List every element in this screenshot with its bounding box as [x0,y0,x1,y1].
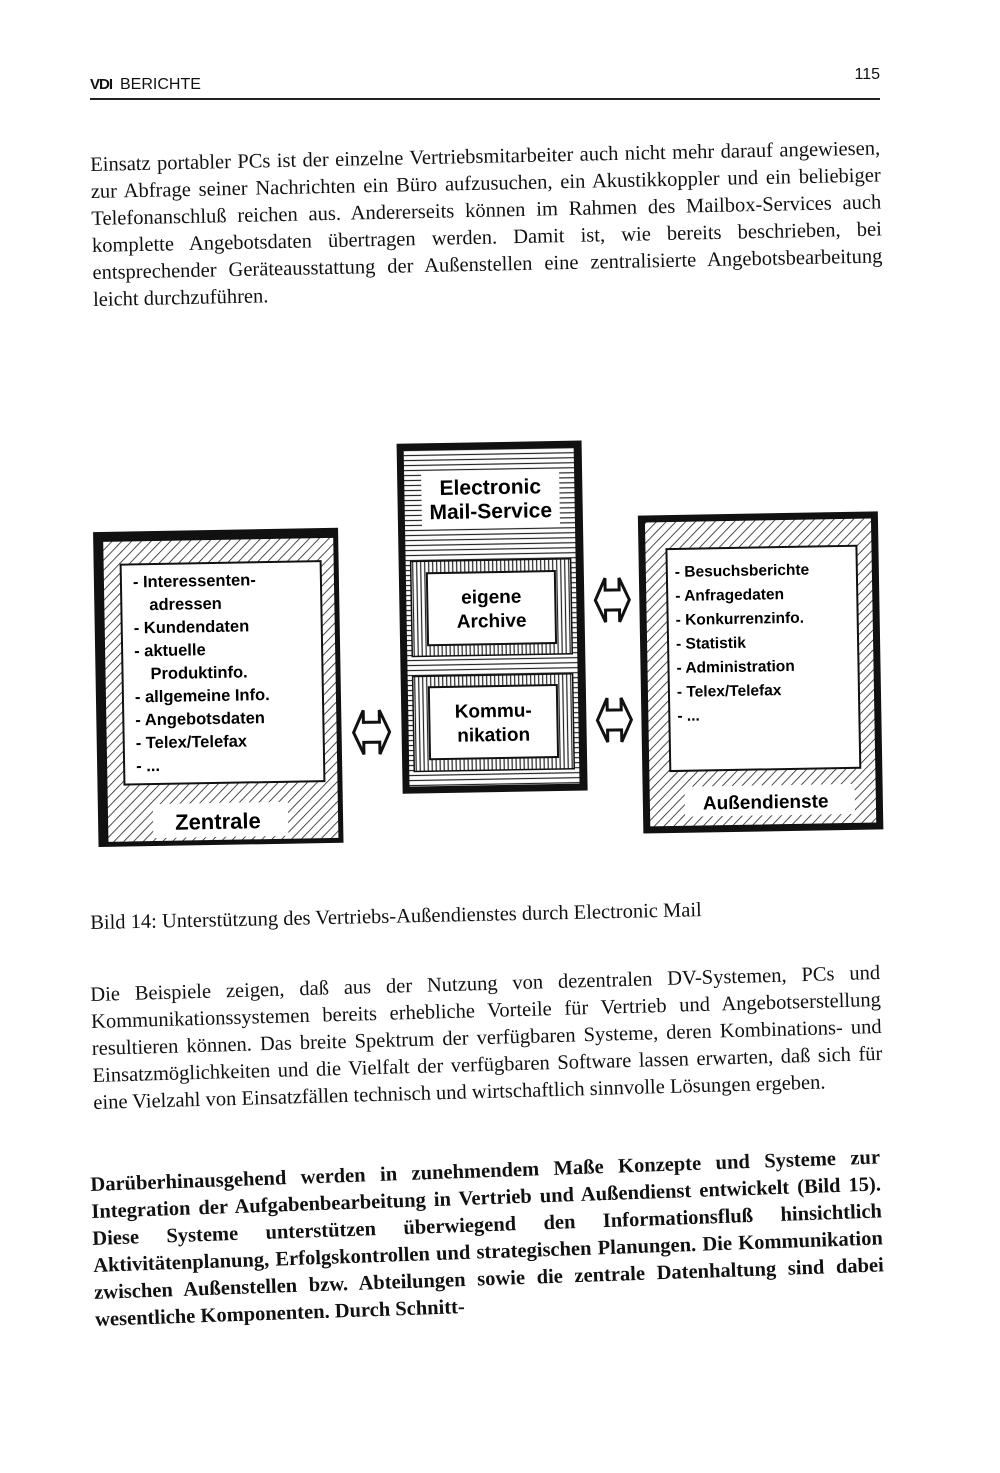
communication-label-1: Kommu- [454,700,532,723]
right-item: - Konkurrenzinfo. [675,609,805,629]
left-item: Produktinfo. [150,663,248,684]
communication-label-2: nikation [457,724,531,747]
figure-diagram [0,421,1000,858]
double-arrow-icon-lower [597,698,632,743]
paragraph-2: Die Beispiele zeigen, daß aus der Nutzung von dezentralen DV-Systemen, PCs und Kommunikationssystemen bereits erhebliche Vorteile für Vertrieb und Angebotserstellung resultieren können. Das breite Spektrum der verfügbaren Systeme, deren Kombinations- und Einsatzmöglichkeiten und die Vielfalt der verfügbaren Software lassen erwarten, daß sich für eine Vielzahl von Einsatzfällen technisch und wirtschaftlich sinnvolle Lösungen ergeben. [90,961,883,1114]
left-item: adressen [149,594,222,615]
figure-caption: Bild 14: Unterstützung des Vertriebs-Außendienstes durch Electronic Mail [90,899,702,934]
aussendienste-box [638,511,884,833]
right-item: - Telex/Telefax [676,682,782,701]
mail-service-title-2: Mail-Service [429,499,553,525]
page-number: 115 [854,66,880,83]
right-item: - ... [677,707,700,725]
diagram-svg [0,421,1000,858]
paragraph-1: Einsatz portabler PCs ist der einzelne Vertriebsmitarbeiter auch nicht mehr darauf angewiesen, zur Abfrage seiner Nachrichten ein Büro aufzusuchen, ein Akustikkoppler und ein beliebiger Telefonanschluß reichen aus. Andererseits können im Rahmen des Mailbox-Services auch komplette Angebotsdaten übertragen werden. Damit ist, wie bereits beschrieben, bei entsprechender Geräteausstattung der Außenstellen eine zentralisierte Angebotsbearbeitung leicht durchzuführen. [90,137,883,311]
vdi-logo: VDI [90,76,113,93]
right-item: - Administration [676,657,795,677]
right-item: - Besuchsberichte [674,561,810,581]
left-item: - Telex/Telefax [135,732,248,753]
left-item: - Interessenten- [132,571,256,592]
right-item: - Anfragedaten [675,586,785,605]
left-item: - Kundendaten [133,617,250,638]
zentrale-label: Zentrale [174,808,261,835]
double-arrow-icon-left [353,710,390,755]
right-item: - Statistik [675,634,747,653]
mail-service-title-1: Electronic [439,475,542,501]
series-title: BERICHTE [120,76,201,93]
archive-label-1: eigene [460,586,522,609]
paragraph-3: Darüberhinausgehend werden in zunehmendem Maße Konzepte und Systeme zur Integration der Aufgabenbearbeitung in Vertrieb und Außendienst entwickelt (Bild 15). Diese Systeme unterstützen überwiegend den Informationsfluß hinsichtlich Aktivitätenplanung, Erfolgskontrollen und strategischen Planungen. Die Kommunikation zwischen Außenstellen bzw. Abteilungen sowie die zentrale Datenhaltung sind dabei wesentliche Komponenten. Durch Schnitt- [90,1146,885,1331]
aussendienste-label: Außendienste [702,791,829,815]
left-item: - aktuelle [133,641,206,661]
page-header [90,62,880,100]
left-item: - Angebotsdaten [135,709,266,730]
mail-service-box [397,441,588,794]
left-item: - ... [135,756,161,776]
archive-label-2: Archive [456,610,527,633]
double-arrow-icon-upper [595,578,630,623]
zentrale-box [93,528,343,847]
left-item: - allgemeine Info. [134,686,270,707]
